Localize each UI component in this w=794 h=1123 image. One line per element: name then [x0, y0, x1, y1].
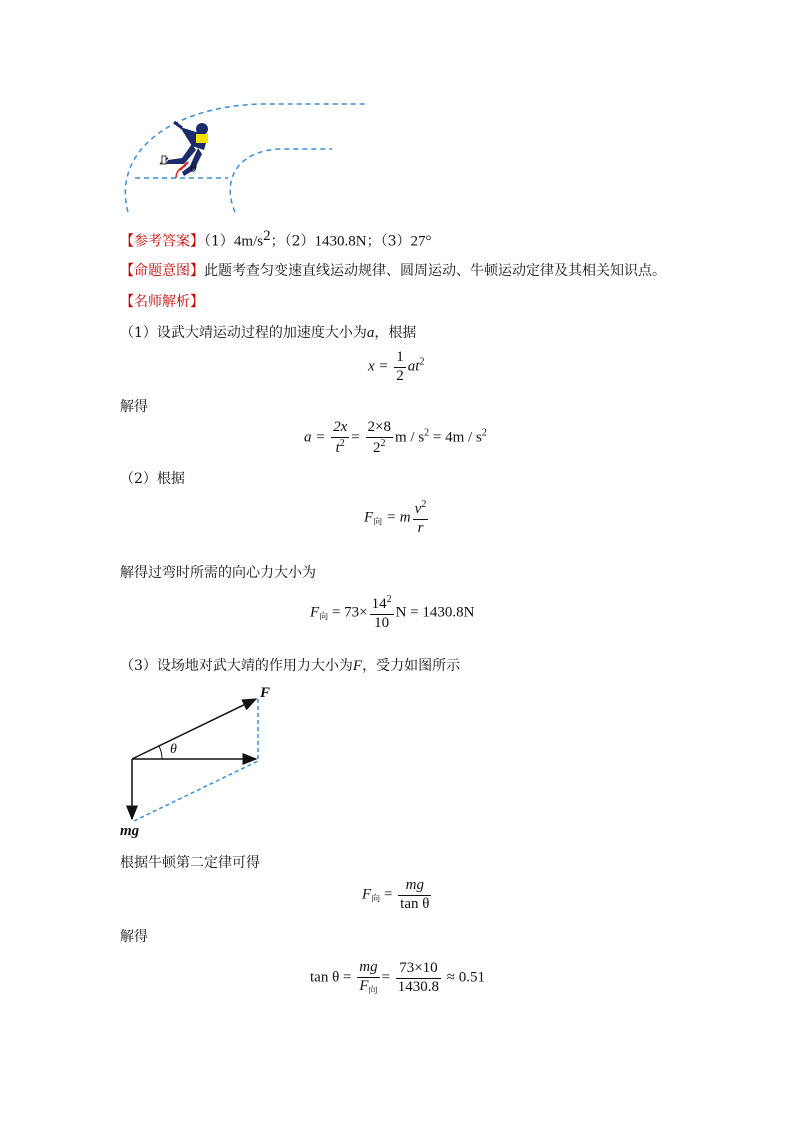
theta-label: θ [190, 161, 197, 176]
part2-text: （2）根据 [120, 471, 185, 487]
inner-track-curve [230, 149, 332, 212]
equation-displacement: x = $\frac{1}{2}$ $at^2$ [368, 349, 425, 384]
mg-label: mg [120, 823, 140, 838]
intent-label: 【命题意图】 [120, 263, 204, 279]
theta-arc-2 [159, 746, 162, 759]
force-diagram [110, 683, 290, 838]
force-F-arrow [132, 699, 256, 759]
force-F-label: F [260, 685, 271, 701]
intent-line [120, 260, 666, 280]
answer-label: 【参考答案】 [120, 233, 204, 250]
skater-figure [110, 92, 380, 217]
theta-label-2: θ [170, 742, 177, 757]
skater-icon [160, 122, 208, 176]
solve-label-2: 解得过弯时所需的向心力大小为 [120, 565, 316, 581]
newton-text: 根据牛顿第二定律可得 [120, 855, 260, 871]
equation-force-value: $F_向 = 73\times$ $\frac{14^2}{10}$ N = 1430.8N [310, 594, 475, 631]
equation-centripetal: $F_向 = m$ $\frac{v^2}{r}$ [364, 499, 427, 536]
equation-acceleration: a = $\frac{2x}{t^2}$ = $\frac{2\times 8}{2^2}$ $m / s^2 = 4m / s^2$ [304, 419, 487, 456]
solve-label-1: 解得 [120, 399, 148, 415]
part1-text: （1）设武大靖运动过程的加速度大小为a，根据 [120, 325, 417, 341]
equation-newton: $F_向$ = $\frac{mg}{\text{tan θ}}$ [362, 877, 430, 912]
diagonal-dashed-line [134, 761, 258, 821]
equation-tan-theta: tan θ = $\frac{mg}{F_向}$ = $\frac{73\times 10}{1430.8}$ ≈ 0.51 [310, 959, 486, 996]
solve-label-3: 解得 [120, 929, 148, 945]
answer-line: 【参考答案】$(1)4m/s^2$；（2）1430.8N；（3）27° [120, 228, 432, 250]
intent-text: 此题考查匀变速直线运动规律、圆周运动、牛顿运动定律及其相关知识点。 [204, 263, 666, 279]
analysis-label: 【名师解析】 [120, 294, 204, 310]
part3-text: （3）设场地对武大靖的作用力大小为F，受力如图所示 [120, 658, 461, 674]
